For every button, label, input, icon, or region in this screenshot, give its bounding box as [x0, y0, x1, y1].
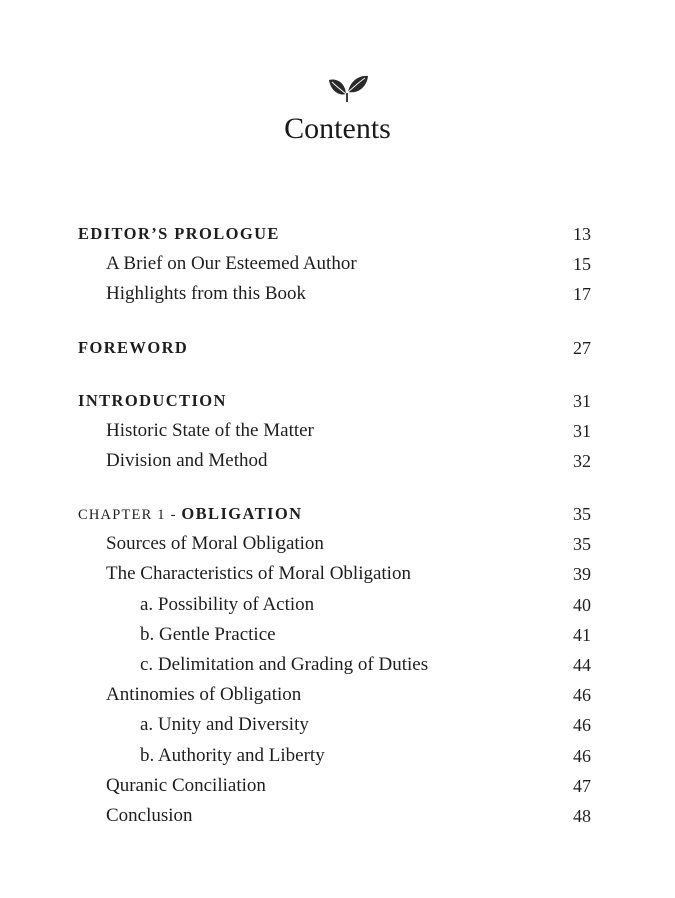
toc-entry-label: Conclusion	[106, 805, 193, 826]
toc-entry-label: a. Possibility of Action	[140, 594, 315, 615]
toc-entry-foreword[interactable]	[0, 335, 675, 361]
toc-entry[interactable]	[0, 531, 675, 557]
toc-page-number: 31	[573, 421, 591, 441]
toc-entry-label: Antinomies of Obligation	[106, 684, 302, 705]
toc-page-number: 39	[573, 564, 591, 584]
toc-entry-label: b. Gentle Practice	[140, 624, 276, 645]
toc-entry[interactable]	[0, 251, 675, 277]
toc-entry[interactable]	[0, 803, 675, 829]
toc-page-number: 27	[573, 338, 591, 358]
toc-page-number: 31	[573, 391, 591, 411]
toc-entry-label: b. Authority and Liberty	[140, 745, 325, 766]
toc-entry-introduction[interactable]	[0, 388, 675, 414]
toc-entry-editors-prologue[interactable]	[0, 221, 675, 247]
toc-page-number: 46	[573, 685, 591, 705]
toc-entry-label: Highlights from this Book	[106, 283, 307, 304]
toc-entry[interactable]	[0, 652, 675, 678]
toc-entry-label: Historic State of the Matter	[106, 420, 314, 441]
toc-entry-label: c. Delimitation and Grading of Duties	[140, 654, 429, 675]
toc-entry[interactable]	[0, 448, 675, 474]
toc-page-number: 47	[573, 776, 591, 796]
toc-page-number: 40	[573, 595, 591, 615]
toc-entry[interactable]	[0, 592, 675, 618]
toc-entry[interactable]	[0, 561, 675, 587]
toc-page-number: 15	[573, 254, 591, 274]
chapter-number: CHAPTER 1 -	[78, 507, 182, 523]
chapter-title: OBLIGATION	[181, 504, 303, 523]
toc-page-number: 35	[573, 534, 591, 554]
toc-entry-label: The Characteristics of Moral Obligation	[106, 563, 411, 584]
toc-entry-label: Sources of Moral Obligation	[106, 533, 324, 554]
toc-entry[interactable]	[0, 712, 675, 738]
toc-page-number: 48	[573, 806, 591, 826]
toc-page-number: 13	[573, 224, 591, 244]
toc-entry[interactable]	[0, 773, 675, 799]
toc-page-number: 46	[573, 746, 591, 766]
toc-entry-label	[78, 501, 302, 528]
toc-entry-label: Division and Method	[106, 450, 268, 471]
toc-page-number: 35	[573, 504, 591, 524]
toc-entry[interactable]	[0, 622, 675, 648]
toc-entry-label: EDITOR’S PROLOGUE	[78, 224, 280, 243]
toc-entry-label: A Brief on Our Esteemed Author	[106, 253, 357, 274]
toc-entry-label: Quranic Conciliation	[106, 775, 266, 796]
toc-page-number: 44	[573, 655, 591, 675]
toc-entry-label: INTRODUCTION	[78, 391, 227, 410]
toc-page-number: 41	[573, 625, 591, 645]
toc-entry[interactable]	[0, 682, 675, 708]
toc-entry-chapter-1[interactable]	[0, 501, 675, 527]
page-title: Contents	[284, 112, 391, 145]
toc-page-number: 32	[573, 451, 591, 471]
toc-entry[interactable]	[0, 281, 675, 307]
toc-page-number: 46	[573, 715, 591, 735]
toc-entry[interactable]	[0, 418, 675, 444]
toc-entry-label: FOREWORD	[78, 338, 189, 357]
toc-entry[interactable]	[0, 743, 675, 769]
toc-page-number: 17	[573, 284, 591, 304]
toc-entry-label: a. Unity and Diversity	[140, 714, 309, 735]
